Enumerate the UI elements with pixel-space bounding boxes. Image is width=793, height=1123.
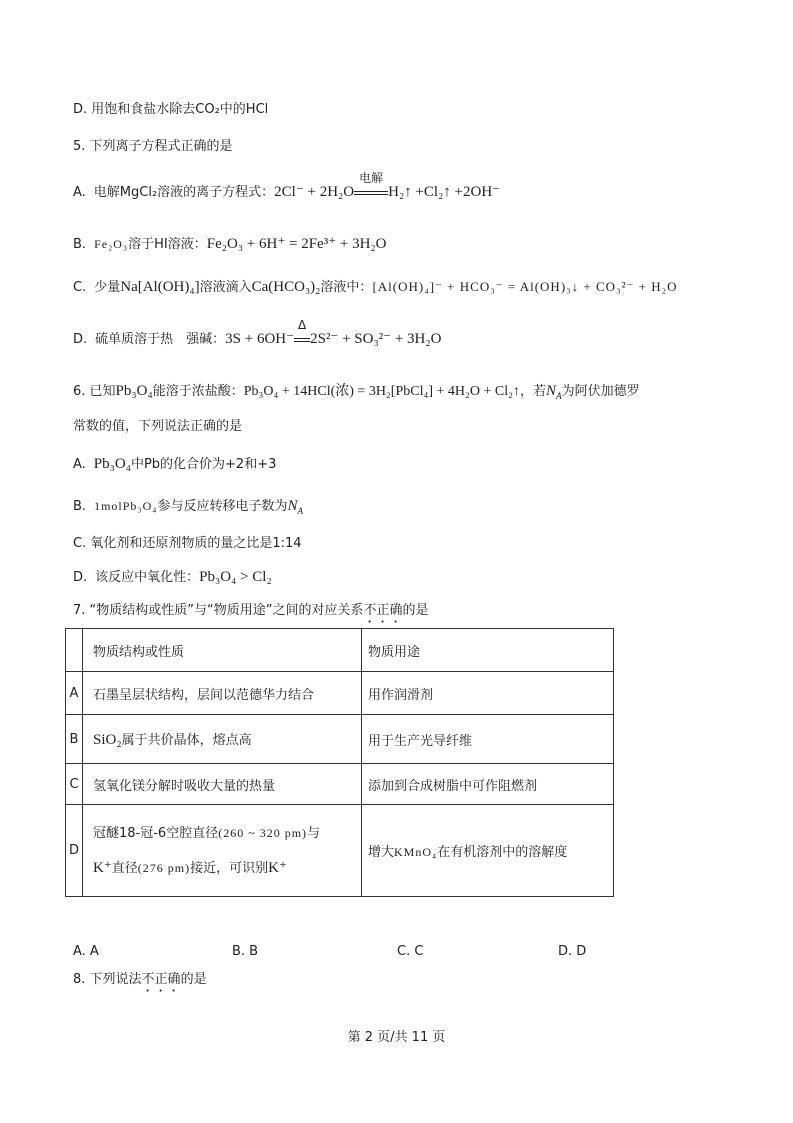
q6-stem	[73, 382, 640, 401]
row-property-chem: SiO₂	[93, 732, 122, 748]
q6-stem-post2: 为阿伏加德罗	[561, 384, 640, 399]
q6-a-label: A.	[73, 457, 86, 472]
q5-option-a	[73, 171, 501, 202]
q6-b-label: B.	[73, 499, 87, 514]
row-label: D	[66, 805, 83, 897]
q6-b-text: 参与反应转移电子数为	[157, 499, 288, 514]
q6-d-label: D.	[73, 570, 88, 585]
row-property-l2a: K⁺	[93, 859, 112, 876]
q7-stem-pre: 7. “物质结构或性质”与“物质用途”之间的对应关系	[73, 603, 364, 618]
q5-d-condition-label: Δ	[297, 318, 307, 332]
q5-d-text: 硫单质溶于热 强碱：	[95, 332, 226, 347]
row-property	[83, 715, 362, 764]
q5-a-double-bar	[354, 191, 388, 195]
q6-option-c	[73, 535, 302, 553]
page-footer: 第 2 页/共 11 页	[347, 1030, 446, 1045]
q5-stem-text: 5. 下列离子方程式正确的是	[73, 139, 233, 154]
q6-a-chem: Pb₃O₄	[93, 456, 131, 472]
table-row	[66, 672, 614, 715]
q6-b-na-symbol: N	[287, 498, 298, 514]
q6-stem-chem: Pb₃O₄	[115, 383, 153, 399]
q7-header-use: 物质用途	[362, 629, 614, 672]
row-property-l2e: K⁺	[268, 859, 287, 876]
q6-b-chem: 1molPb₃O₄	[94, 499, 158, 513]
q7-table-header	[66, 629, 614, 672]
q7-table	[65, 628, 614, 897]
row-use: 添加到合成树脂中可作阻燃剂	[362, 764, 614, 805]
row-use	[362, 805, 614, 897]
row-property-l2c: (276 pm)	[137, 860, 191, 875]
row-use: 用作润滑剂	[362, 672, 614, 715]
q7-stem-emphasis: 不正确	[363, 603, 403, 618]
row-use-a: 增大	[368, 845, 395, 860]
q5-a-label: A.	[73, 185, 86, 200]
q7-header-blank	[66, 629, 83, 672]
q5-b-text: 溶于HI溶液：	[128, 237, 207, 252]
row-property: 氢氧化镁分解时吸收大量的热量	[83, 764, 362, 805]
q5-d-condition	[294, 318, 310, 349]
q6-c-text: C. 氧化剂和还原剂物质的量之比是1:14	[73, 536, 302, 551]
q8-stem	[73, 971, 207, 995]
row-label: A	[66, 672, 83, 715]
q5-option-d	[73, 318, 442, 349]
q6-stem-na-symbol: N	[546, 383, 557, 399]
row-use-chem: KMnO₄	[394, 845, 438, 859]
q6-b-na-sub: A	[297, 506, 303, 516]
row-property-l1a: 冠醚18-冠-6空腔直径	[93, 825, 219, 841]
answer-option-b: B. B	[232, 944, 259, 959]
answer-option-a: A. A	[73, 944, 99, 959]
table-row	[66, 805, 614, 897]
q6-stem-pre: 6. 已知	[73, 384, 116, 399]
q5-a-condition	[354, 171, 388, 202]
q5-c-chem1: Na[Al(OH)₄]	[120, 279, 200, 295]
row-label: B	[66, 715, 83, 764]
q5-option-c	[73, 278, 678, 297]
q5-d-double-bar	[294, 338, 310, 342]
q5-option-b	[73, 235, 386, 254]
q6-d-text: 该反应中氧化性：	[95, 570, 200, 585]
q6-d-equation: Pb₃O₄ > Cl₂	[199, 569, 272, 585]
q5-a-eq-right: H₂↑ +Cl₂↑ +2OH⁻	[388, 184, 501, 200]
table-row	[66, 715, 614, 764]
q5-c-text1: 少量	[94, 280, 121, 295]
q5-a-text: 电解MgCl₂溶液的离子方程式：	[93, 185, 275, 200]
q5-c-label: C.	[73, 280, 87, 295]
q6-option-a	[73, 455, 276, 474]
q5-b-chem: Fe₂O₃	[94, 237, 129, 251]
q6-stem-equation: Pb₃O₄ + 14HCl(浓) = 3H₂[PbCl₄] + 4H₂O + Cl₂↑	[243, 384, 521, 399]
q7-stem-post: 的是	[402, 603, 429, 618]
q7-header-property: 物质结构或性质	[83, 629, 362, 672]
q6-stem-line2	[73, 418, 242, 436]
q5-b-equation: Fe₂O₃ + 6H⁺ = 2Fe³⁺ + 3H₂O	[206, 236, 387, 252]
q5-stem	[73, 138, 233, 156]
row-property	[83, 805, 362, 897]
row-property-l2d: 接近，可识别	[190, 860, 269, 876]
q8-stem-pre: 8. 下列说法	[73, 972, 142, 987]
q6-a-text: 中Pb的化合价为+2和+3	[130, 457, 277, 472]
q5-d-eq-right: 2S²⁻ + SO₃²⁻ + 3H₂O	[310, 331, 442, 347]
q6-option-d	[73, 568, 272, 587]
row-property-line1	[93, 816, 355, 851]
q5-c-equation: [Al(OH)₄]⁻ + HCO₃⁻ = Al(OH)₃↓ + CO₃²⁻ + H₂O	[372, 279, 678, 294]
row-label: C	[66, 764, 83, 805]
row-property-l1c: 与	[307, 825, 321, 841]
q4-option-d	[73, 101, 268, 119]
q8-stem-post: 的是	[180, 972, 207, 987]
row-property: 石墨呈层状结构，层间以范德华力结合	[83, 672, 362, 715]
q5-a-eq-left: 2Cl⁻ + 2H₂O	[274, 184, 355, 200]
row-use: 用于生产光导纤维	[362, 715, 614, 764]
row-property-l1b: (260 ~ 320 pm)	[218, 825, 308, 840]
q5-c-text3: 溶液中：	[320, 280, 373, 295]
row-property-text: 属于共价晶体，熔点高	[121, 733, 252, 748]
row-property-line2	[93, 851, 355, 886]
q6-stem-na-sub: A	[556, 391, 562, 401]
q7-stem	[73, 602, 429, 626]
q6-b-na	[287, 498, 303, 514]
q5-d-eq-left: 3S + 6OH⁻	[225, 331, 295, 347]
q4-option-d-text: D. 用饱和食盐水除去CO₂中的HCl	[73, 102, 269, 117]
q6-stem-post1: ，若	[520, 384, 547, 399]
q5-c-text2: 溶液滴入	[199, 280, 252, 295]
q8-stem-emphasis: 不正确	[141, 972, 181, 987]
row-property-l2b: 直径	[111, 860, 138, 876]
row-use-b: 在有机溶剂中的溶解度	[437, 845, 568, 860]
q5-a-condition-label: 电解	[359, 171, 384, 185]
q6-stem-mid: 能溶于浓盐酸：	[152, 384, 244, 399]
q5-c-chem2: Ca(HCO₃)₂	[251, 279, 321, 295]
q6-stem-na	[546, 383, 562, 399]
table-row	[66, 764, 614, 805]
q6-option-b	[73, 497, 303, 516]
q5-d-label: D.	[73, 332, 88, 347]
q6-stem-line2-text: 常数的值，下列说法正确的是	[73, 419, 243, 434]
answer-option-d: D. D	[558, 944, 587, 959]
answer-option-c: C. C	[397, 944, 424, 959]
q5-b-label: B.	[73, 237, 87, 252]
